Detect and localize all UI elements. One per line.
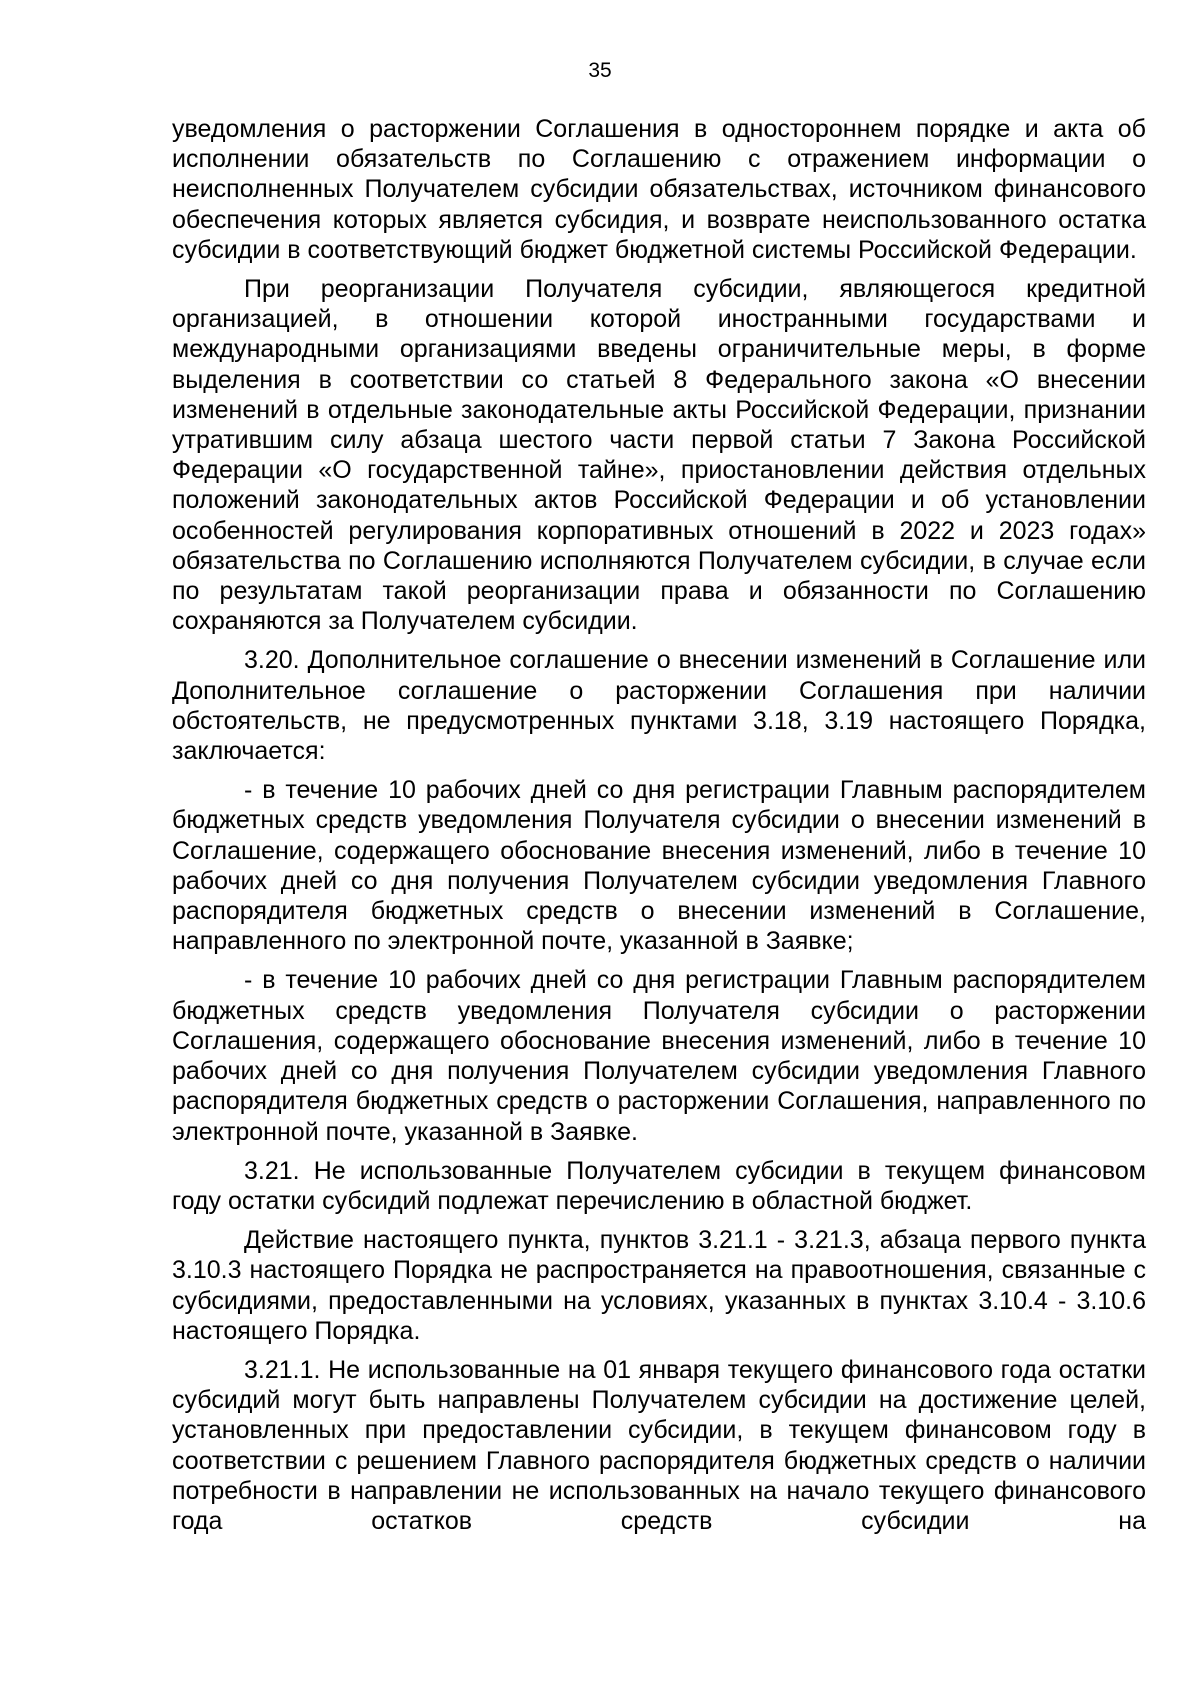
paragraph-3-21: 3.21. Не использованные Получателем субсидии в текущем финансовом году остатки субсидий подлежат перечислению в областной бюджет. [172,1156,1146,1215]
document-body [172,114,1146,1536]
paragraph-notice-termination: уведомления о расторжении Соглашения в одностороннем порядке и акта об исполнении обязательств по Соглашению с отражением информации о неисполненных Получателем субсидии обязательствах, источником финансового обеспечения которых является субсидия, и возврате неиспользованного остатка субсидии в соответствующий бюджет бюджетной системы Российской Федерации. [172,115,1146,264]
paragraph-3-21-scope: Действие настоящего пункта, пунктов 3.21.1 - 3.21.3, абзаца первого пункта 3.10.3 настоящего Порядка не распространяется на правоотношения, связанные с субсидиями, предоставленными на условиях, указанных в пунктах 3.10.4 - 3.10.6 настоящего Порядка. [172,1226,1146,1345]
paragraph-3-21-1: 3.21.1. Не использованные на 01 января текущего финансового года остатки субсидий могут быть направлены Получателем субсидии на достижение целей, установленных при предоставлении субсидии, в текущем финансовом году в соответствии с решением Главного распорядителя бюджетных средств о наличии потребности в направлении не использованных на начало текущего финансового года остатков средств субсидии на [172,1355,1146,1535]
paragraph-3-20: 3.20. Дополнительное соглашение о внесении изменений в Соглашение или Дополнительное соглашение о расторжении Соглашения при наличии обстоятельств, не предусмотренных пунктами 3.18, 3.19 настоящего Порядка, заключается: [172,646,1146,766]
list-item-termination: - в течение 10 рабочих дней со дня регистрации Главным распорядителем бюджетных средств уведомления Получателя субсидии о расторжении Соглашения, содержащего обоснование внесения изменений, либо в течение 10 рабочих дней со дня получения Получателем субсидии уведомления Главного распорядителя бюджетных средств о расторжении Соглашения, направленного по электронной почте, указанной в Заявке. [172,966,1146,1146]
list-item-changes: - в течение 10 рабочих дней со дня регистрации Главным распорядителем бюджетных средств уведомления Получателя субсидии о внесении изменений в Соглашение, содержащего обоснование внесения изменений, либо в течение 10 рабочих дней со дня получения Получателем субсидии уведомления Главного распорядителя бюджетных средств о внесении изменений в Соглашение, направленного по электронной почте, указанной в Заявке; [172,776,1146,956]
page-number: 35 [588,59,612,82]
paragraph-reorganization: При реорганизации Получателя субсидии, являющегося кредитной организацией, в отношении которой иностранными государствами и международными организациями введены ограничительные меры, в форме выделения в соответствии со статьей 8 Федерального закона «О внесении изменений в отдельные законодательные акты Российской Федерации, признании утратившим силу абзаца шестого части первой статьи 7 Закона Российской Федерации «О государственной тайне», приостановлении действия отдельных положений законодательных актов Российской Федерации и об установлении особенностей регулирования корпоративных отношений в 2022 и 2023 годах» обязательства по Соглашению исполняются Получателем субсидии, в случае если по результатам такой реорганизации права и обязанности по Соглашению сохраняются за Получателем субсидии. [172,275,1146,636]
